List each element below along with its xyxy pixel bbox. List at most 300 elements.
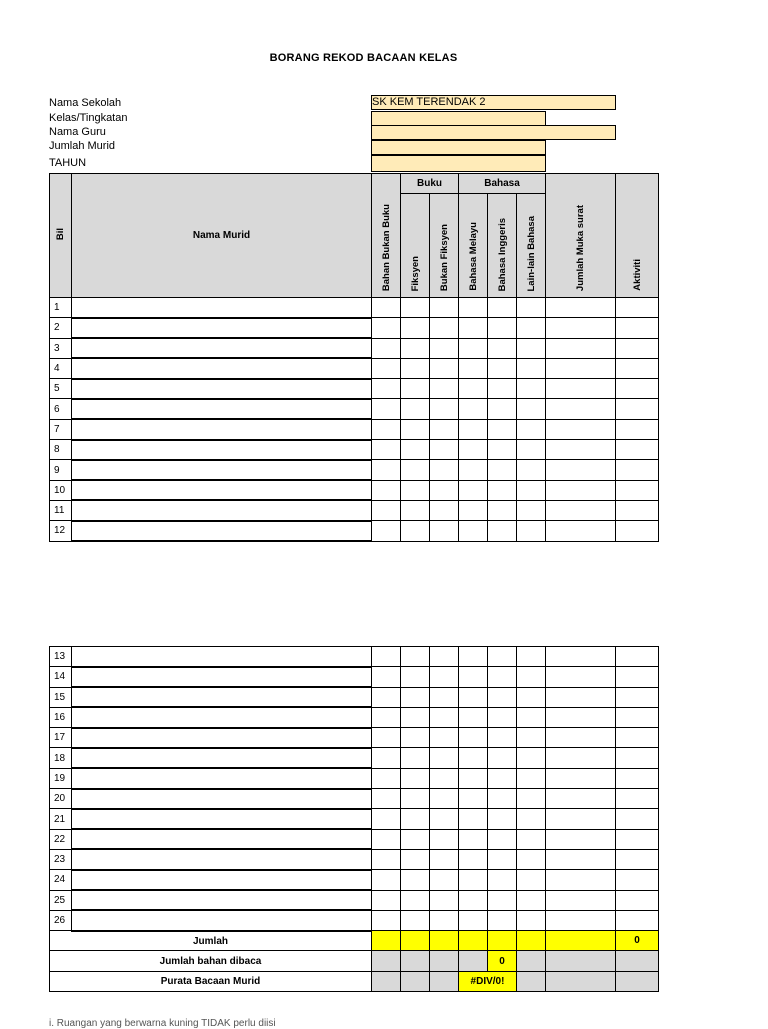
reading-cell[interactable] (616, 338, 659, 358)
gray-cell (372, 971, 401, 991)
reading-cell[interactable] (616, 480, 659, 500)
student-row (50, 358, 659, 378)
reading-cell[interactable] (430, 419, 459, 439)
reading-cell[interactable] (616, 440, 659, 460)
reading-cell[interactable] (401, 419, 430, 439)
reading-cell[interactable] (459, 521, 488, 541)
jumlah-label: Jumlah (50, 931, 372, 951)
reading-cell[interactable] (372, 768, 401, 788)
header-lain-lain-bahasa: Lain-lain Bahasa (517, 194, 546, 298)
reading-cell[interactable] (430, 667, 459, 687)
reading-cell[interactable] (459, 667, 488, 687)
reading-cell[interactable] (372, 890, 401, 910)
row-number: 5 (50, 379, 72, 399)
reading-cell[interactable] (546, 647, 616, 667)
reading-cell[interactable] (488, 521, 517, 541)
student-name-cell[interactable] (72, 358, 372, 378)
reading-cell[interactable] (517, 480, 546, 500)
reading-cell[interactable] (372, 379, 401, 399)
reading-cell[interactable] (517, 298, 546, 318)
gray-cell (546, 951, 616, 971)
reading-cell[interactable] (488, 338, 517, 358)
header-nama-murid: Nama Murid (72, 174, 372, 298)
reading-cell[interactable] (616, 829, 659, 849)
reading-cell[interactable] (488, 870, 517, 890)
reading-cell[interactable] (430, 707, 459, 727)
reading-cell[interactable] (401, 399, 430, 419)
reading-cell[interactable] (401, 829, 430, 849)
reading-cell[interactable] (546, 809, 616, 829)
student-row (50, 419, 659, 439)
row-number: 15 (50, 687, 72, 707)
reading-cell[interactable] (488, 667, 517, 687)
reading-cell[interactable] (459, 647, 488, 667)
reading-cell[interactable] (459, 318, 488, 338)
student-row (50, 318, 659, 338)
reading-cell[interactable] (616, 789, 659, 809)
total-cell (517, 931, 546, 951)
reading-cell[interactable] (616, 358, 659, 378)
reading-cell[interactable] (616, 318, 659, 338)
label-kelas: Kelas/Tingkatan (49, 112, 128, 124)
reading-cell[interactable] (459, 728, 488, 748)
reading-cell[interactable] (459, 460, 488, 480)
gray-cell (430, 971, 459, 991)
row-number: 7 (50, 419, 72, 439)
header-bil: Bil (50, 174, 72, 298)
student-name-cell[interactable] (72, 667, 372, 687)
reading-cell[interactable] (401, 849, 430, 869)
field-nama-guru[interactable] (371, 125, 616, 140)
student-row (50, 707, 659, 727)
reading-cell[interactable] (517, 379, 546, 399)
reading-cell[interactable] (488, 647, 517, 667)
reading-cell[interactable] (372, 521, 401, 541)
reading-cell[interactable] (430, 829, 459, 849)
reading-cell[interactable] (459, 910, 488, 930)
gray-cell (517, 971, 546, 991)
row-number: 9 (50, 460, 72, 480)
reading-cell[interactable] (546, 460, 616, 480)
reading-cell[interactable] (616, 647, 659, 667)
reading-cell[interactable] (616, 687, 659, 707)
reading-cell[interactable] (488, 358, 517, 378)
reading-cell[interactable] (430, 298, 459, 318)
reading-cell[interactable] (517, 460, 546, 480)
reading-cell[interactable] (430, 728, 459, 748)
reading-cell[interactable] (401, 768, 430, 788)
reading-cell[interactable] (488, 460, 517, 480)
reading-cell[interactable] (372, 728, 401, 748)
reading-cell[interactable] (459, 687, 488, 707)
student-row (50, 379, 659, 399)
reading-cell[interactable] (616, 399, 659, 419)
reading-cell[interactable] (517, 358, 546, 378)
student-row (50, 521, 659, 541)
reading-cell[interactable] (401, 870, 430, 890)
reading-cell[interactable] (372, 849, 401, 869)
total-cell (488, 931, 517, 951)
reading-cell[interactable] (616, 728, 659, 748)
reading-cell[interactable] (372, 358, 401, 378)
reading-cell[interactable] (372, 480, 401, 500)
reading-cell[interactable] (401, 890, 430, 910)
header-aktiviti: Aktiviti (616, 174, 659, 298)
reading-cell[interactable] (430, 399, 459, 419)
row-number: 10 (50, 480, 72, 500)
reading-cell[interactable] (546, 890, 616, 910)
reading-cell[interactable] (517, 789, 546, 809)
reading-cell[interactable] (546, 667, 616, 687)
student-row (50, 748, 659, 768)
reading-cell[interactable] (546, 521, 616, 541)
record-table-1 (49, 173, 659, 542)
reading-cell[interactable] (546, 419, 616, 439)
reading-cell[interactable] (616, 521, 659, 541)
reading-cell[interactable] (401, 440, 430, 460)
student-row (50, 687, 659, 707)
reading-cell[interactable] (430, 809, 459, 829)
reading-cell[interactable] (459, 338, 488, 358)
reading-cell[interactable] (372, 500, 401, 520)
reading-cell[interactable] (488, 768, 517, 788)
reading-cell[interactable] (517, 687, 546, 707)
student-row (50, 870, 659, 890)
student-row (50, 829, 659, 849)
student-name-cell[interactable] (72, 399, 372, 419)
reading-cell[interactable] (546, 829, 616, 849)
reading-cell[interactable] (401, 910, 430, 930)
reading-cell[interactable] (616, 419, 659, 439)
student-row (50, 809, 659, 829)
reading-cell[interactable] (517, 521, 546, 541)
reading-cell[interactable] (401, 358, 430, 378)
total-cell (401, 931, 430, 951)
reading-cell[interactable] (517, 419, 546, 439)
reading-cell[interactable] (459, 480, 488, 500)
student-name-cell[interactable] (72, 480, 372, 500)
reading-cell[interactable] (546, 748, 616, 768)
student-name-cell[interactable] (72, 870, 372, 890)
reading-cell[interactable] (488, 809, 517, 829)
reading-cell[interactable] (616, 870, 659, 890)
reading-cell[interactable] (459, 809, 488, 829)
reading-cell[interactable] (430, 338, 459, 358)
reading-cell[interactable] (517, 748, 546, 768)
reading-cell[interactable] (488, 440, 517, 460)
student-name-cell[interactable] (72, 379, 372, 399)
student-name-cell[interactable] (72, 647, 372, 667)
reading-cell[interactable] (372, 870, 401, 890)
reading-cell[interactable] (488, 500, 517, 520)
reading-cell[interactable] (459, 440, 488, 460)
reading-cell[interactable] (488, 829, 517, 849)
field-kelas[interactable] (371, 111, 546, 126)
reading-cell[interactable] (430, 768, 459, 788)
reading-cell[interactable] (430, 789, 459, 809)
label-jumlah-murid: Jumlah Murid (49, 140, 116, 152)
reading-cell[interactable] (372, 829, 401, 849)
student-name-cell[interactable] (72, 829, 372, 849)
reading-cell[interactable] (372, 318, 401, 338)
student-name-cell[interactable] (72, 687, 372, 707)
field-jumlah-murid[interactable] (371, 140, 546, 155)
row-number: 25 (50, 890, 72, 910)
reading-cell[interactable] (546, 707, 616, 727)
purata-value: #DIV/0! (459, 971, 517, 991)
reading-cell[interactable] (546, 480, 616, 500)
row-number: 2 (50, 318, 72, 338)
reading-cell[interactable] (546, 440, 616, 460)
student-name-cell[interactable] (72, 789, 372, 809)
reading-cell[interactable] (459, 358, 488, 378)
reading-cell[interactable] (488, 910, 517, 930)
reading-cell[interactable] (372, 910, 401, 930)
reading-cell[interactable] (616, 849, 659, 869)
reading-cell[interactable] (517, 440, 546, 460)
reading-cell[interactable] (616, 910, 659, 930)
reading-cell[interactable] (546, 399, 616, 419)
reading-cell[interactable] (401, 480, 430, 500)
reading-cell[interactable] (430, 379, 459, 399)
student-name-cell[interactable] (72, 768, 372, 788)
reading-cell[interactable] (459, 419, 488, 439)
reading-cell[interactable] (546, 338, 616, 358)
reading-cell[interactable] (488, 728, 517, 748)
reading-cell[interactable] (459, 707, 488, 727)
reading-cell[interactable] (401, 647, 430, 667)
reading-cell[interactable] (546, 768, 616, 788)
student-name-cell[interactable] (72, 298, 372, 318)
reading-cell[interactable] (430, 480, 459, 500)
reading-cell[interactable] (459, 298, 488, 318)
reading-cell[interactable] (488, 748, 517, 768)
reading-cell[interactable] (459, 500, 488, 520)
student-row (50, 399, 659, 419)
student-name-cell[interactable] (72, 500, 372, 520)
reading-cell[interactable] (488, 298, 517, 318)
student-name-cell[interactable] (72, 849, 372, 869)
reading-cell[interactable] (517, 890, 546, 910)
reading-cell[interactable] (616, 667, 659, 687)
reading-cell[interactable] (488, 789, 517, 809)
reading-cell[interactable] (372, 419, 401, 439)
reading-cell[interactable] (616, 809, 659, 829)
reading-cell[interactable] (616, 379, 659, 399)
reading-cell[interactable] (488, 849, 517, 869)
reading-cell[interactable] (372, 789, 401, 809)
total-cell (372, 931, 401, 951)
header-bahan-bukan-buku: Bahan Bukan Buku (372, 174, 401, 298)
reading-cell[interactable] (546, 379, 616, 399)
reading-cell[interactable] (488, 480, 517, 500)
student-name-cell[interactable] (72, 338, 372, 358)
reading-cell[interactable] (517, 870, 546, 890)
reading-cell[interactable] (546, 358, 616, 378)
reading-cell[interactable] (517, 318, 546, 338)
reading-cell[interactable] (459, 829, 488, 849)
reading-cell[interactable] (488, 379, 517, 399)
header-bahasa-inggeris: Bahasa Inggeris (488, 194, 517, 298)
student-row (50, 338, 659, 358)
reading-cell[interactable] (401, 707, 430, 727)
reading-cell[interactable] (430, 870, 459, 890)
reading-cell[interactable] (372, 667, 401, 687)
reading-cell[interactable] (616, 460, 659, 480)
reading-cell[interactable] (488, 890, 517, 910)
reading-cell[interactable] (372, 809, 401, 829)
reading-cell[interactable] (517, 849, 546, 869)
reading-cell[interactable] (517, 667, 546, 687)
reading-cell[interactable] (488, 399, 517, 419)
reading-cell[interactable] (372, 707, 401, 727)
student-row (50, 890, 659, 910)
row-number: 13 (50, 647, 72, 667)
reading-cell[interactable] (517, 338, 546, 358)
total-cell (546, 931, 616, 951)
student-row (50, 500, 659, 520)
reading-cell[interactable] (459, 849, 488, 869)
reading-cell[interactable] (430, 910, 459, 930)
student-name-cell[interactable] (72, 460, 372, 480)
header-group-buku: Buku (401, 174, 459, 194)
reading-cell[interactable] (372, 440, 401, 460)
reading-cell[interactable] (430, 521, 459, 541)
reading-cell[interactable] (401, 667, 430, 687)
student-name-cell[interactable] (72, 910, 372, 930)
row-number: 3 (50, 338, 72, 358)
gray-cell (459, 951, 488, 971)
reading-cell[interactable] (401, 728, 430, 748)
reading-cell[interactable] (616, 500, 659, 520)
reading-cell[interactable] (546, 910, 616, 930)
reading-cell[interactable] (459, 748, 488, 768)
reading-cell[interactable] (430, 440, 459, 460)
reading-cell[interactable] (372, 687, 401, 707)
reading-cell[interactable] (546, 728, 616, 748)
reading-cell[interactable] (430, 647, 459, 667)
reading-cell[interactable] (430, 748, 459, 768)
reading-cell[interactable] (546, 849, 616, 869)
reading-cell[interactable] (430, 849, 459, 869)
student-name-cell[interactable] (72, 748, 372, 768)
reading-cell[interactable] (616, 707, 659, 727)
student-name-cell[interactable] (72, 440, 372, 460)
reading-cell[interactable] (459, 379, 488, 399)
reading-cell[interactable] (430, 460, 459, 480)
reading-cell[interactable] (488, 318, 517, 338)
reading-cell[interactable] (517, 768, 546, 788)
reading-cell[interactable] (616, 298, 659, 318)
reading-cell[interactable] (401, 789, 430, 809)
reading-cell[interactable] (488, 707, 517, 727)
student-name-cell[interactable] (72, 809, 372, 829)
reading-cell[interactable] (616, 748, 659, 768)
reading-cell[interactable] (517, 809, 546, 829)
row-number: 8 (50, 440, 72, 460)
total-cell (459, 931, 488, 951)
row-number: 1 (50, 298, 72, 318)
student-name-cell[interactable] (72, 728, 372, 748)
reading-cell[interactable] (517, 707, 546, 727)
reading-cell[interactable] (372, 298, 401, 318)
reading-cell[interactable] (401, 809, 430, 829)
reading-cell[interactable] (401, 298, 430, 318)
reading-cell[interactable] (459, 789, 488, 809)
student-row (50, 910, 659, 930)
reading-cell[interactable] (372, 338, 401, 358)
reading-cell[interactable] (401, 521, 430, 541)
reading-cell[interactable] (401, 748, 430, 768)
reading-cell[interactable] (488, 687, 517, 707)
reading-cell[interactable] (401, 379, 430, 399)
reading-cell[interactable] (546, 789, 616, 809)
gray-cell (430, 951, 459, 971)
reading-cell[interactable] (616, 768, 659, 788)
reading-cell[interactable] (459, 768, 488, 788)
reading-cell[interactable] (459, 399, 488, 419)
student-name-cell[interactable] (72, 890, 372, 910)
reading-cell[interactable] (401, 318, 430, 338)
reading-cell[interactable] (372, 460, 401, 480)
row-number: 26 (50, 910, 72, 930)
student-name-cell[interactable] (72, 707, 372, 727)
gray-cell (372, 951, 401, 971)
reading-cell[interactable] (517, 647, 546, 667)
field-tahun[interactable] (371, 155, 546, 172)
student-name-cell[interactable] (72, 419, 372, 439)
total-aktiviti: 0 (616, 931, 659, 951)
reading-cell[interactable] (430, 890, 459, 910)
gray-cell (616, 951, 659, 971)
reading-cell[interactable] (430, 500, 459, 520)
reading-cell[interactable] (517, 829, 546, 849)
reading-cell[interactable] (546, 870, 616, 890)
reading-cell[interactable] (372, 399, 401, 419)
reading-cell[interactable] (616, 890, 659, 910)
reading-cell[interactable] (401, 500, 430, 520)
gray-cell (401, 951, 430, 971)
reading-cell[interactable] (459, 890, 488, 910)
reading-cell[interactable] (546, 318, 616, 338)
student-name-cell[interactable] (72, 318, 372, 338)
reading-cell[interactable] (517, 910, 546, 930)
reading-cell[interactable] (430, 358, 459, 378)
reading-cell[interactable] (546, 298, 616, 318)
reading-cell[interactable] (517, 728, 546, 748)
student-name-cell[interactable] (72, 521, 372, 541)
reading-cell[interactable] (401, 338, 430, 358)
reading-cell[interactable] (372, 647, 401, 667)
reading-cell[interactable] (517, 500, 546, 520)
reading-cell[interactable] (401, 460, 430, 480)
student-row (50, 728, 659, 748)
reading-cell[interactable] (430, 318, 459, 338)
reading-cell[interactable] (401, 687, 430, 707)
reading-cell[interactable] (546, 500, 616, 520)
reading-cell[interactable] (372, 748, 401, 768)
reading-cell[interactable] (488, 419, 517, 439)
reading-cell[interactable] (459, 870, 488, 890)
field-nama-sekolah[interactable]: SK KEM TERENDAK 2 (371, 95, 616, 110)
jumlah-bahan-label: Jumlah bahan dibaca (50, 951, 372, 971)
row-number: 12 (50, 521, 72, 541)
reading-cell[interactable] (517, 399, 546, 419)
total-cell (430, 931, 459, 951)
row-number: 16 (50, 707, 72, 727)
reading-cell[interactable] (430, 687, 459, 707)
reading-cell[interactable] (546, 687, 616, 707)
